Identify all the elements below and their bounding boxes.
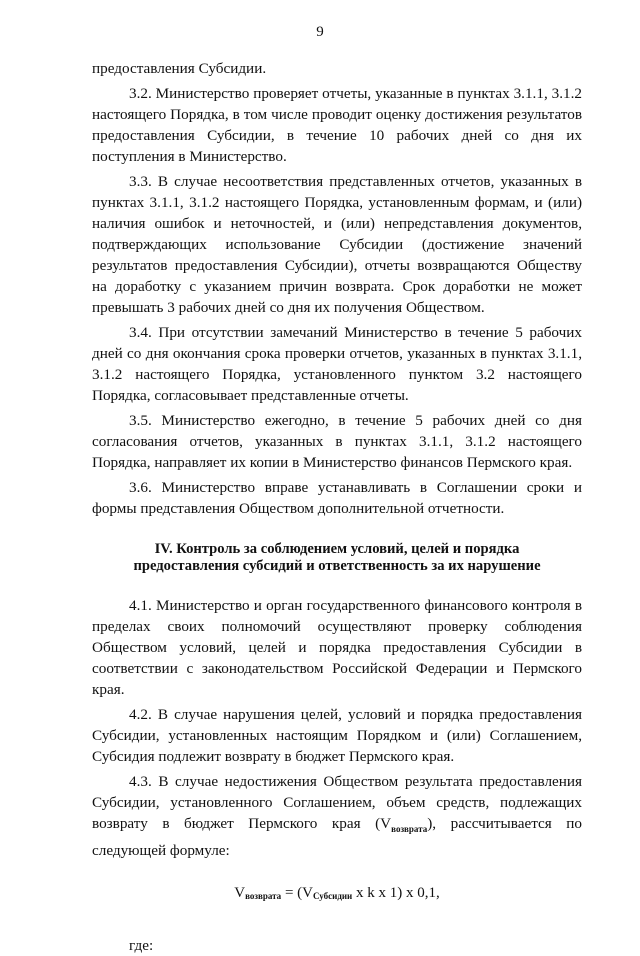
section-heading-line-1: IV. Контроль за соблюдением условий, целей и порядка xyxy=(154,541,520,557)
paragraph-4-3-part-2: ), рассчитывается по следующей формуле: xyxy=(92,815,582,860)
formula xyxy=(92,883,582,907)
paragraph-4-3-subscript: возврата xyxy=(391,824,428,835)
paragraph-4-3 xyxy=(92,771,582,861)
formula-sub-subsidy: Субсидии xyxy=(312,891,353,902)
where-label: где: xyxy=(129,937,154,955)
formula-sub-return: возврата xyxy=(245,891,282,902)
paragraph-4-3-part-1: 4.3. В случае недостижения Обществом результата предоставления Субсидии, установленного Соглашением, объем средств, подлежащих возврату в бюджет Пермского края (V xyxy=(92,773,582,832)
formula-v: V xyxy=(234,885,246,902)
paragraph-4-2: 4.2. В случае нарушения целей, условий и порядка предоставления Субсидии, установленных настоящим Порядком и (или) Соглашением, Субсидия подлежит возврату в бюджет Пермского края. xyxy=(92,706,582,765)
paragraph-3-4: 3.4. При отсутствии замечаний Министерство в течение 5 рабочих дней со дня окончания срока проверки отчетов, указанных в пунктах 3.1.1, 3.1.2 настоящего Порядка, установленного пунктом 3.2 настоящего Порядка, согласовывает представленные отчеты. xyxy=(92,324,582,404)
paragraph-3-3: 3.3. В случае несоответствия представленных отчетов, указанных в пунктах 3.1.1, 3.1.2 настоящего Порядка, установленным формам, и (или) наличия ошибок и неточностей, и (или) непредставления документов, подтверждающих использование Субсидии (достижение значений результатов предоставления Субсидии), отчеты возвращаются Обществу на доработку с указанием причин возврата. Срок доработки не может превышать 3 рабочих дней со дня их получения Обществом. xyxy=(92,173,582,316)
paragraph-continuation: предоставления Субсидии. xyxy=(92,60,267,77)
paragraph-3-6: 3.6. Министерство вправе устанавливать в Соглашении сроки и формы представления Обществом дополнительной отчетности. xyxy=(92,479,582,517)
paragraph-3-5: 3.5. Министерство ежегодно, в течение 5 рабочих дней со дня согласования отчетов, указанных в пунктах 3.1.1, 3.1.2 настоящего Порядка, направляет их копии в Министерство финансов Пермского края. xyxy=(92,412,582,471)
section-heading xyxy=(92,541,582,575)
section-heading-line-2: предоставления субсидий и ответственность за их нарушение xyxy=(133,558,541,574)
formula-rest: x k x 1) x 0,1, xyxy=(352,885,440,902)
paragraph-3-2: 3.2. Министерство проверяет отчеты, указанные в пунктах 3.1.1, 3.1.2 настоящего Порядка, в том числе проводит оценку достижения результатов предоставления Субсидии, в течение 10 рабочих дней со дня их поступления в Министерство. xyxy=(92,85,582,165)
paragraph-4-1: 4.1. Министерство и орган государственного финансового контроля в пределах своих полномочий осуществляют проверку соблюдения Обществом условий, целей и порядка предоставления Субсидии в соответствии с законодательством Российской Федерации и Пермского края. xyxy=(92,597,582,698)
page-number: 9 xyxy=(316,24,324,40)
formula-eq: = (V xyxy=(281,885,313,902)
document-body xyxy=(92,58,582,956)
